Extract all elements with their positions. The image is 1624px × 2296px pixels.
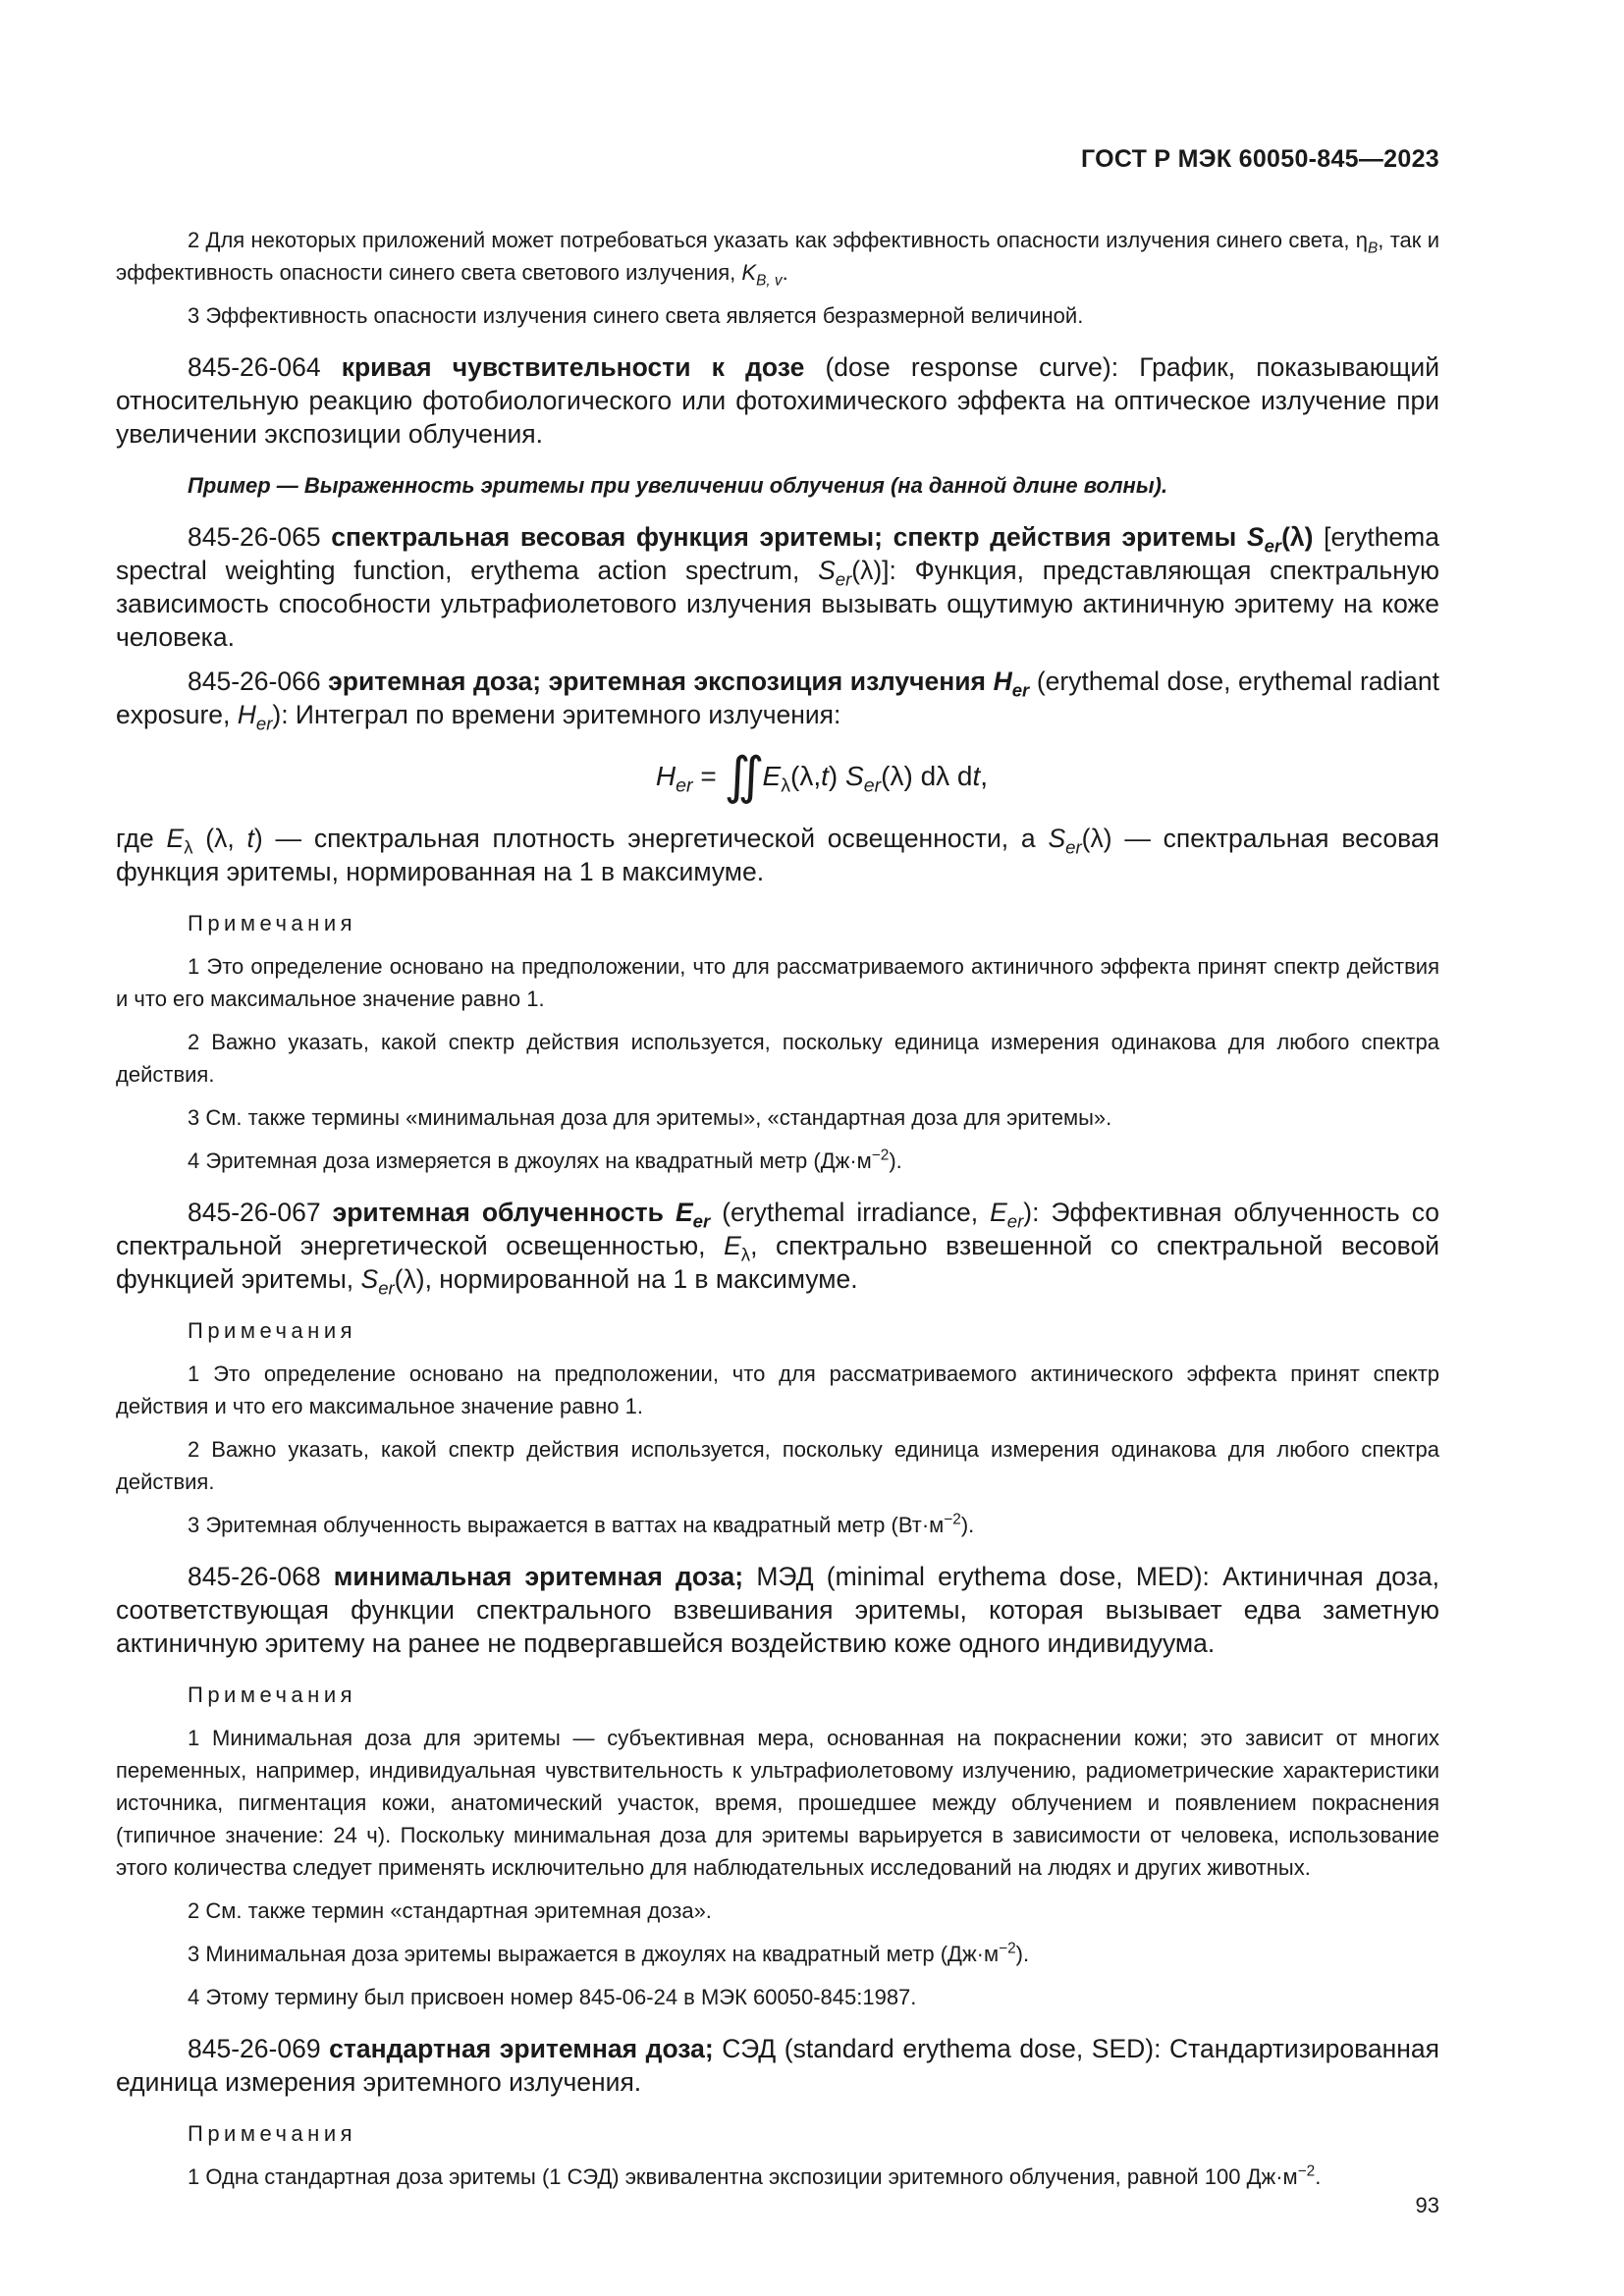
term-845-26-066: 845-26-066 эритемная доза; эритемная экспозиция излучения $H_{er}$ (erythemal dose, erythemal radiant exposure, $H_{er}$): Интеграл по времени эритемного излучения: xyxy=(116,667,1440,734)
note-066-2: 2 Важно указать, какой спектр действия используется, поскольку единица измерения одинакова для любого спектра действия. xyxy=(116,1030,1439,1087)
note-blue-light-2: 2 Для некоторых приложений может потребоваться указать как эффективность опасности излучения синего света, $\eta_B$, так и эффективность опасности синего света светового излучения, $K_{B, v}$. xyxy=(116,228,1439,290)
formula-explanation: где $E_\lambda$ (λ, t) — спектральная плотность энергетической освещенности, а $S_{er}(\lambda)$ — спектральная весовая функция эритемы, нормированная на 1 в максимуме. xyxy=(116,824,1439,886)
note-068-2: 2 См. также термин «стандартная эритемная доза». xyxy=(188,1898,712,1923)
term-845-26-067: 845-26-067 эритемная облученность $E_{er}$ (erythemal irradiance, $E_{er}$): Эффективная облученность со спектральной энергетической освещенностью, $E_\lambda$, спектрально взвешенной со спектральной весовой функцией эритемы, $S_{er}(\lambda)$, нормированной на 1 в максимуме. xyxy=(116,1198,1439,1299)
page-content xyxy=(116,224,1439,2193)
term-845-26-064: 845-26-064 кривая чувствительности к дозе (dose response curve): График, показывающий относительную реакцию фотобиологического или фотохимического эффекта на оптическое излучение при увеличении экспозиции облучения. xyxy=(116,352,1439,449)
note-067-2: 2 Важно указать, какой спектр действия используется, поскольку единица измерения одинакова для любого спектра действия. xyxy=(116,1437,1439,1494)
term-845-26-068: 845-26-068 минимальная эритемная доза; МЭД (minimal erythema dose, MED): Актиничная доза, соответствующая функции спектрального взвешивания эритемы, которая вызывает едва заметную актиничную эритему на ранее не подвергавшейся воздействию коже одного индивидуума. xyxy=(116,1562,1439,1658)
erythemal-dose-formula: $H_{er}$ = ∬ $E_\lambda(\lambda,t)$ $S_{er}(\lambda)$ dλ dt, xyxy=(655,748,989,805)
note-067-1: 1 Это определение основано на предположении, что для рассматриваемого актинического эффекта принят спектр действия и что его максимальное значение равно 1. xyxy=(116,1362,1439,1418)
note-066-4: 4 Эритемная доза измеряется в джоулях на квадратный метр $(Дж\cdot м^{-2})$. xyxy=(188,1147,902,1173)
note-blue-light-3: 3 Эффективность опасности излучения синего света является безразмерной величиной. xyxy=(188,303,1084,328)
notes-heading: Примечания xyxy=(188,1682,357,1707)
note-069-1: 1 Одна стандартная доза эритемы (1 СЭД) эквивалентна экспозиции эритемного облучения, равной 100 $Дж\cdot м^{-2}$. xyxy=(188,2163,1322,2189)
document-header: ГОСТ Р МЭК 60050-845—2023 xyxy=(1080,145,1439,173)
note-066-1: 1 Это определение основано на предположении, что для рассматриваемого актиничного эффекта принят спектр действия и что его максимальное значение равно 1. xyxy=(116,954,1439,1011)
page-number: 93 xyxy=(1415,2193,1439,2217)
term-845-26-069: 845-26-069 стандартная эритемная доза; СЭД (standard erythema dose, SED): Стандартизированная единица измерения эритемного излучения. xyxy=(116,2034,1439,2097)
note-068-1: 1 Минимальная доза для эритемы — субъективная мера, основанная на покраснении кожи; это зависит от многих переменных, например, индивидуальная чувствительность к ультрафиолетовому излучению, радиометрические характеристики источника, пигментация кожи, анатомический участок, время, прошедшее между облучением и появлением покраснения (типичное значение: 24 ч). Поскольку минимальная доза для эритемы варьируется в зависимости от человека, использование этого количества следует применять исключительно для наблюдательных исследований на людях и других животных. xyxy=(116,1726,1439,1880)
note-067-3: 3 Эритемная облученность выражается в ваттах на квадратный метр $(Вт\cdot м^{-2})$. xyxy=(188,1511,975,1537)
note-066-3: 3 См. также термины «минимальная доза для эритемы», «стандартная доза для эритемы». xyxy=(188,1105,1112,1130)
document-page xyxy=(116,0,1439,2296)
note-068-4: 4 Этому термину был присвоен номер 845-06-24 в МЭК 60050-845:1987. xyxy=(188,1985,917,2009)
note-068-3: 3 Минимальная доза эритемы выражается в джоулях на квадратный метр $(Дж\cdot м^{-2})$. xyxy=(188,1940,1030,1966)
notes-heading: Примечания xyxy=(188,911,357,935)
example-064: Пример — Выраженность эритемы при увеличении облучения (на данной длине волны). xyxy=(188,473,1168,498)
double-integral-sign: ∬ xyxy=(724,748,753,805)
notes-heading: Примечания xyxy=(188,2121,357,2146)
term-845-26-065: 845-26-065 спектральная весовая функция эритемы; спектр действия эритемы $S_{er}(\lambda)$ [erythema spectral weighting function, erythema action spectrum, $S_{er}(\lambda)$]: Функция, представляющая спектральную зависимость способности ультрафиолетового излучения вызывать ощутимую актиничную эритему на коже человека. xyxy=(116,522,1439,652)
notes-heading: Примечания xyxy=(188,1318,357,1343)
